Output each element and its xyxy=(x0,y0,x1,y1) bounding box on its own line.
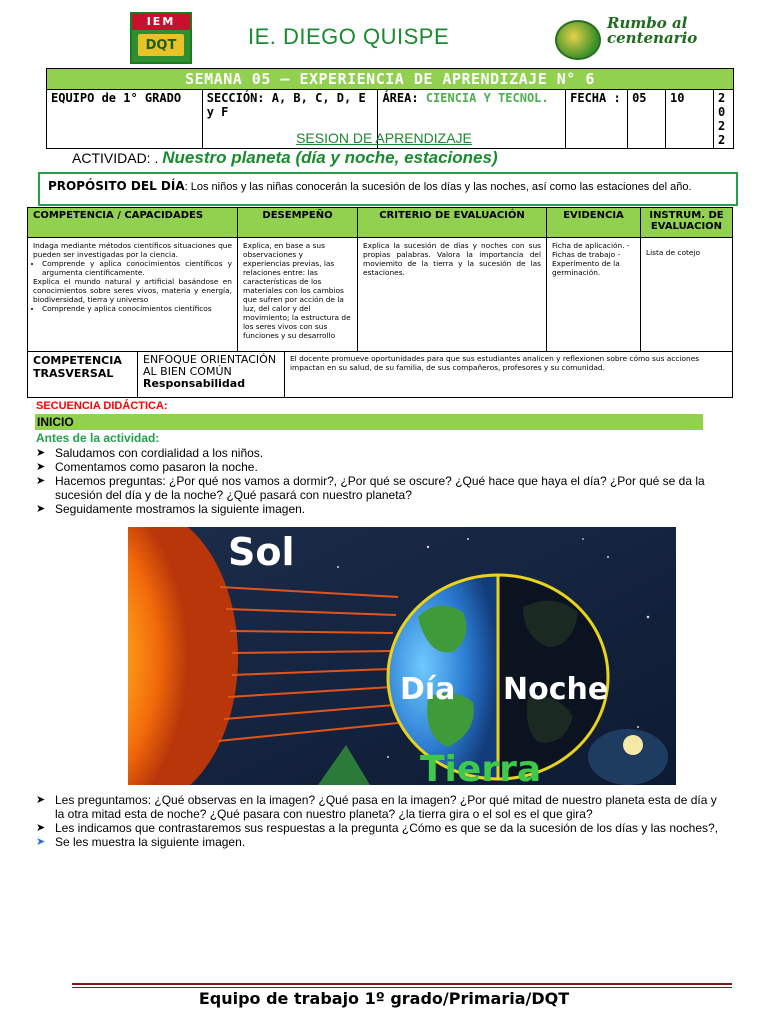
date-label-cell: FECHA : xyxy=(566,90,628,149)
school-title: IE. DIEGO QUISPE xyxy=(248,24,450,49)
area-label: ÁREA: xyxy=(382,91,419,105)
before-activity-list xyxy=(36,446,726,516)
list-item: ➤ Se les muestra la siguiente imagen. xyxy=(36,835,246,849)
criterio-cell: Explica la sucesión de días y noches con sus propias palabras. Valora la importancia del moviemito de la tierra y la sucesión de las estaciones. xyxy=(358,238,547,352)
list-item: ➤ Les indicamos que contrastaremos sus respuestas a la pregunta ¿Cómo es que se da la sucesión de los días y las noches?, xyxy=(36,821,719,835)
sequence-label: SECUENCIA DIDÁCTICA: xyxy=(36,400,168,412)
arrow-bullet-icon: ➤ xyxy=(36,821,46,834)
school-logo xyxy=(130,12,192,64)
purpose-box xyxy=(38,172,738,206)
after-image-list xyxy=(36,793,726,849)
session-title: SESION DE APRENDIZAJE xyxy=(296,130,472,146)
centenary-logo xyxy=(555,14,700,64)
list-item: ➤ Les preguntamos: ¿Qué observas en la imagen? ¿Qué pasa en la imagen? ¿Por qué mitad de nuestro planeta esta de día y la otra mitad esta de noche? ¿Qué pasara con nuestro planeta? ¿la tierra gira o el sol es el que gira? xyxy=(36,793,717,821)
activity-label: ACTIVIDAD: . xyxy=(72,150,159,166)
arrow-bullet-icon: ➤ xyxy=(36,460,46,473)
header-criterio: CRITERIO DE EVALUACIÓN xyxy=(358,208,547,238)
sun-earth-illustration xyxy=(128,527,676,785)
arrow-bullet-icon: ➤ xyxy=(36,835,46,848)
arrow-bullet-icon: ➤ xyxy=(36,793,46,806)
centenary-emblem-icon xyxy=(555,20,601,60)
competencia-mid: Explica el mundo natural y artificial basándose en conocimientos sobre seres vivos, materia y energía, biodiversidad, tierra y universo xyxy=(33,277,232,304)
header-competencia: COMPETENCIA / CAPACIDADES xyxy=(28,208,238,238)
logo-left-top-text: IEM xyxy=(132,14,190,30)
inicio-bar: INICIO xyxy=(35,414,703,430)
competencia-cell xyxy=(28,238,238,352)
date-day-cell: 05 xyxy=(628,90,666,149)
activity-line xyxy=(72,148,498,168)
list-item: ➤ Saludamos con cordialidad a los niños. xyxy=(36,446,264,460)
area-value: CIENCIA Y TECNOL. xyxy=(425,91,549,105)
footer-divider-thin xyxy=(72,987,732,988)
transversal-table xyxy=(27,351,733,398)
date-month-cell: 10 xyxy=(666,90,714,149)
header-instrumento: INSTRUM. DE EVALUACION xyxy=(641,208,733,238)
day-label: Día xyxy=(400,672,456,707)
desempeno-cell: Explica, en base a sus observaciones y experiencias previas, las relaciones entre: las características de los materiales con los cambios que sufren por acción de la luz, del calor y del movimiento; la estructura de los seres vivos con sus funciones y su desarrollo xyxy=(238,238,358,352)
competencia-intro: Indaga mediante métodos científicos situaciones que pueden ser investigadas por la ciencia. xyxy=(33,241,232,259)
header-desempeno: DESEMPEÑO xyxy=(238,208,358,238)
footer-text: Equipo de trabajo 1º grado/Primaria/DQT xyxy=(198,989,570,1008)
team-cell: EQUIPO de 1° GRADO xyxy=(47,90,203,149)
before-activity-label: Antes de la actividad: xyxy=(36,431,160,445)
header-evidencia: EVIDENCIA xyxy=(547,208,641,238)
earth-label: Tierra xyxy=(420,749,542,785)
arrow-bullet-icon: ➤ xyxy=(36,446,46,459)
purpose-text: : Los niños y las niñas conocerán la sucesión de los días y las noches, así como las estaciones del año. xyxy=(184,181,692,193)
list-item: ➤ Comentamos como pasaron la noche. xyxy=(36,460,258,474)
section-cell: SECCIÓN: A, B, C, D, E y F xyxy=(202,90,378,149)
date-year-cell: 2022 xyxy=(713,90,733,149)
sun-label: Sol xyxy=(228,530,295,574)
transversal-description: El docente promueve oportunidades para que sus estudiantes analicen y reflexionen sobre cómo sus acciones impactan en su salud, de su familia, de sus compañeros, profesores y su comunidad. xyxy=(285,352,733,398)
list-item: ➤ Seguidamente mostramos la siguiente imagen. xyxy=(36,502,306,516)
logo-left-bottom-text: DQT xyxy=(138,34,184,56)
purpose-label: PROPÓSITO DEL DÍA xyxy=(48,179,185,193)
competencia-bullet-2: • Comprende y aplica conocimientos científicos xyxy=(42,304,232,313)
list-item: ➤ Hacemos preguntas: ¿Por qué nos vamos a dormir?, ¿Por qué se oscure? ¿Qué hace que haya el día? ¿Por qué se da la sucesión del día y de la noche? ¿Qué pasará con nuestro planeta? xyxy=(36,474,705,502)
transversal-enfoque-cell xyxy=(138,352,285,398)
transversal-enfoque: ENFOQUE ORIENTACIÓN AL BIEN COMÚN xyxy=(143,353,277,378)
footer-divider xyxy=(72,983,732,985)
moon-icon xyxy=(623,735,643,755)
competence-table xyxy=(27,207,733,352)
activity-value: Nuestro planeta (día y noche, estaciones) xyxy=(162,148,498,167)
transversal-label: COMPETENCIA TRASVERSAL xyxy=(28,352,138,398)
transversal-enfoque-value: Responsabilidad xyxy=(143,377,246,390)
evidencia-cell: Ficha de aplicación. - Fichas de trabajo -Experimento de la germinación. xyxy=(547,238,641,352)
centenary-logo-text: Rumbo al centenario xyxy=(607,14,698,47)
night-label: Noche xyxy=(503,672,609,707)
arrow-bullet-icon: ➤ xyxy=(36,502,46,515)
arrow-bullet-icon: ➤ xyxy=(36,474,46,487)
week-banner: SEMANA 05 – EXPERIENCIA DE APRENDIZAJE N° 6 xyxy=(47,69,734,90)
competencia-bullet-1: • Comprende y aplica conocimientos científicos y argumenta científicamente. xyxy=(42,259,232,277)
instrumento-cell: Lista de cotejo xyxy=(641,238,733,352)
